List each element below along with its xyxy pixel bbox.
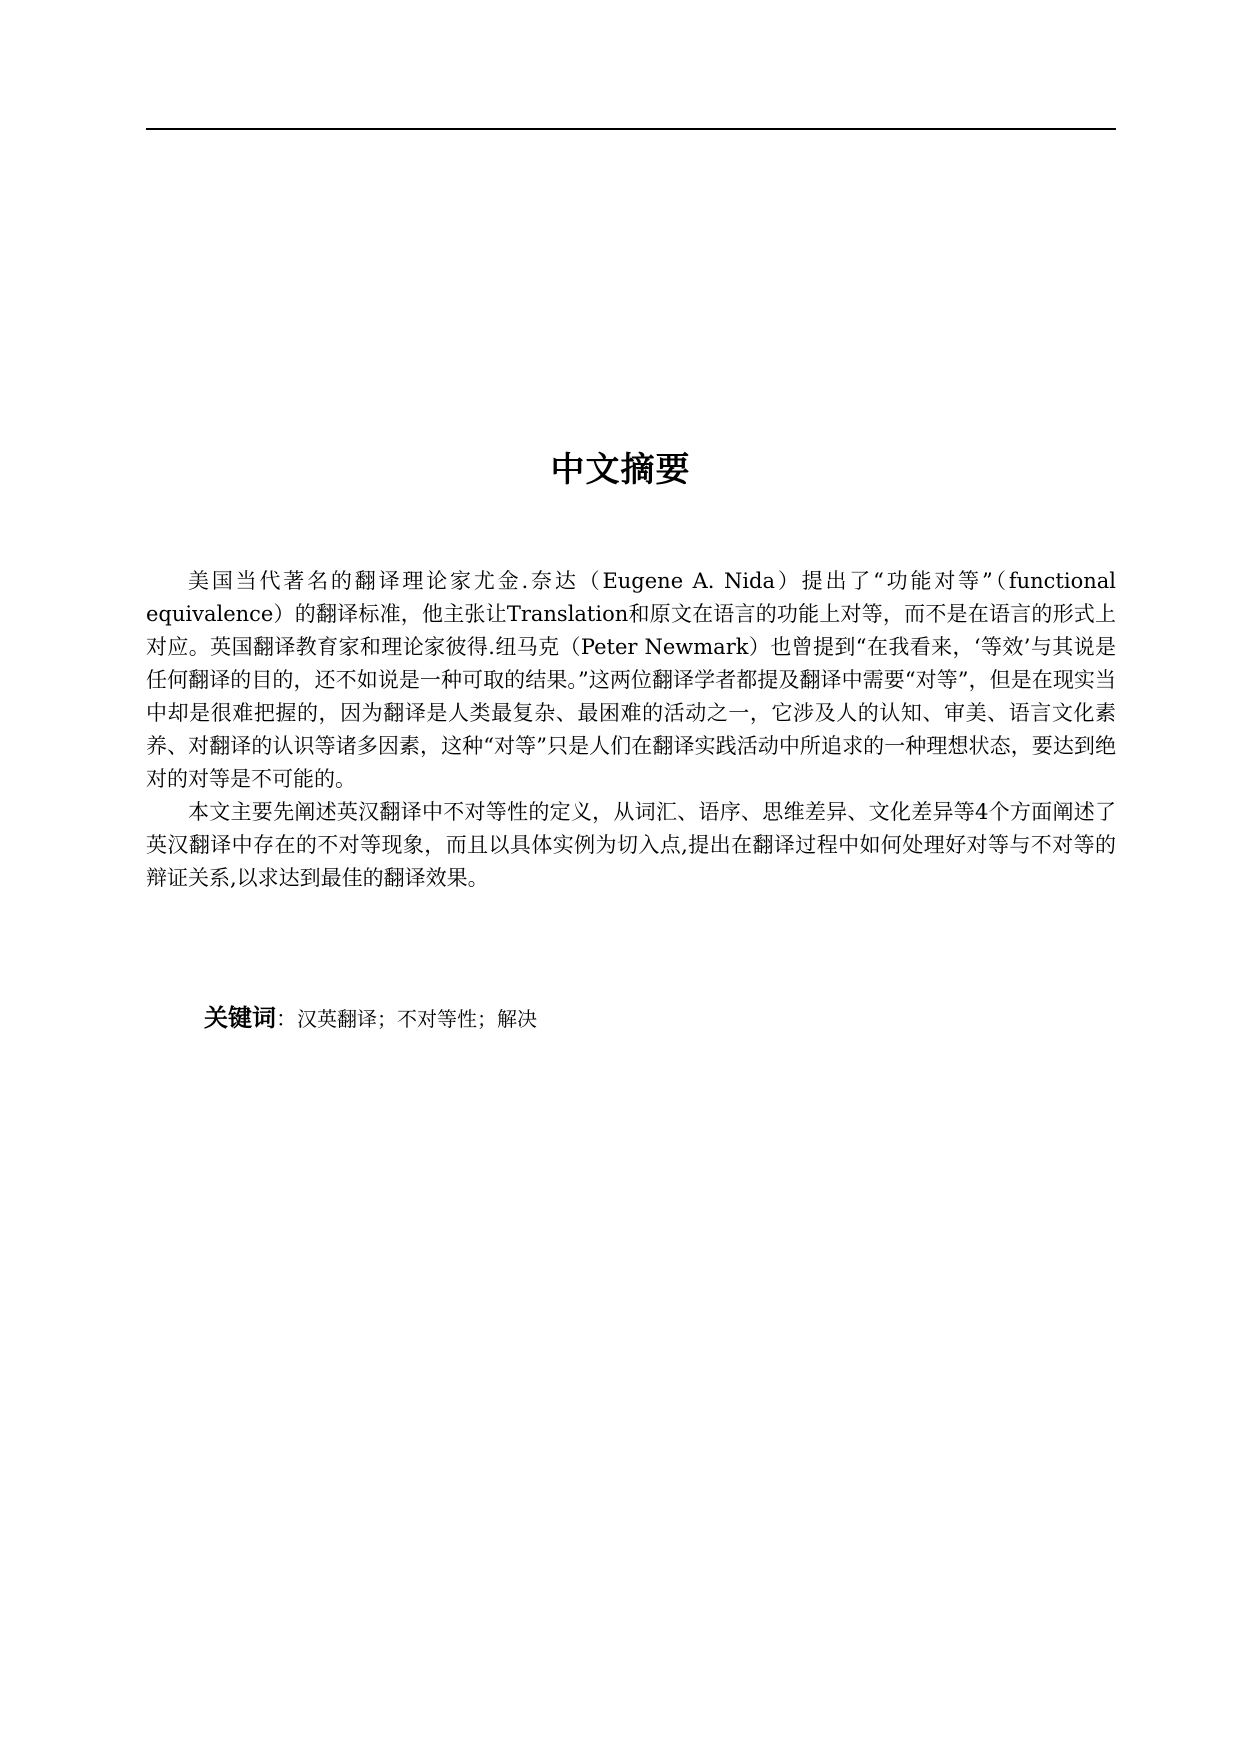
header-rule bbox=[146, 128, 1116, 130]
abstract-body bbox=[146, 565, 1116, 895]
keywords-separator: ： bbox=[276, 1007, 297, 1031]
keywords-line bbox=[204, 1000, 537, 1037]
keywords-value: 汉英翻译；不对等性；解决 bbox=[297, 1007, 537, 1031]
page-title: 中文摘要 bbox=[550, 450, 691, 490]
abstract-paragraph: 本文主要先阐述英汉翻译中不对等性的定义，从词汇、语序、思维差异、文化差异等4个方面阐述了英汉翻译中存在的不对等现象，而且以具体实例为切入点,提出在翻译过程中如何处理好对等与不对等的辩证关系,以求达到最佳的翻译效果。 bbox=[146, 800, 1116, 890]
abstract-paragraph: 美国当代著名的翻译理论家尤金.奈达（Eugene A. Nida）提出了“功能对等”（functional equivalence）的翻译标准，他主张让Translation和原文在语言的功能上对等，而不是在语言的形式上对应。英国翻译教育家和理论家彼得.纽马克（Peter Newmark）也曾提到“在我看来，‘等效’与其说是任何翻译的目的，还不如说是一种可取的结果。”这两位翻译学者都提及翻译中需要“对等”，但是在现实当中却是很难把握的，因为翻译是人类最复杂、最困难的活动之一，它涉及人的认知、审美、语言文化素养、对翻译的认识等诸多因素，这种“对等”只是人们在翻译实践活动中所追求的一种理想状态，要达到绝对的对等是不可能的。 bbox=[146, 569, 1116, 791]
keywords-label: 关键词 bbox=[204, 1004, 276, 1032]
